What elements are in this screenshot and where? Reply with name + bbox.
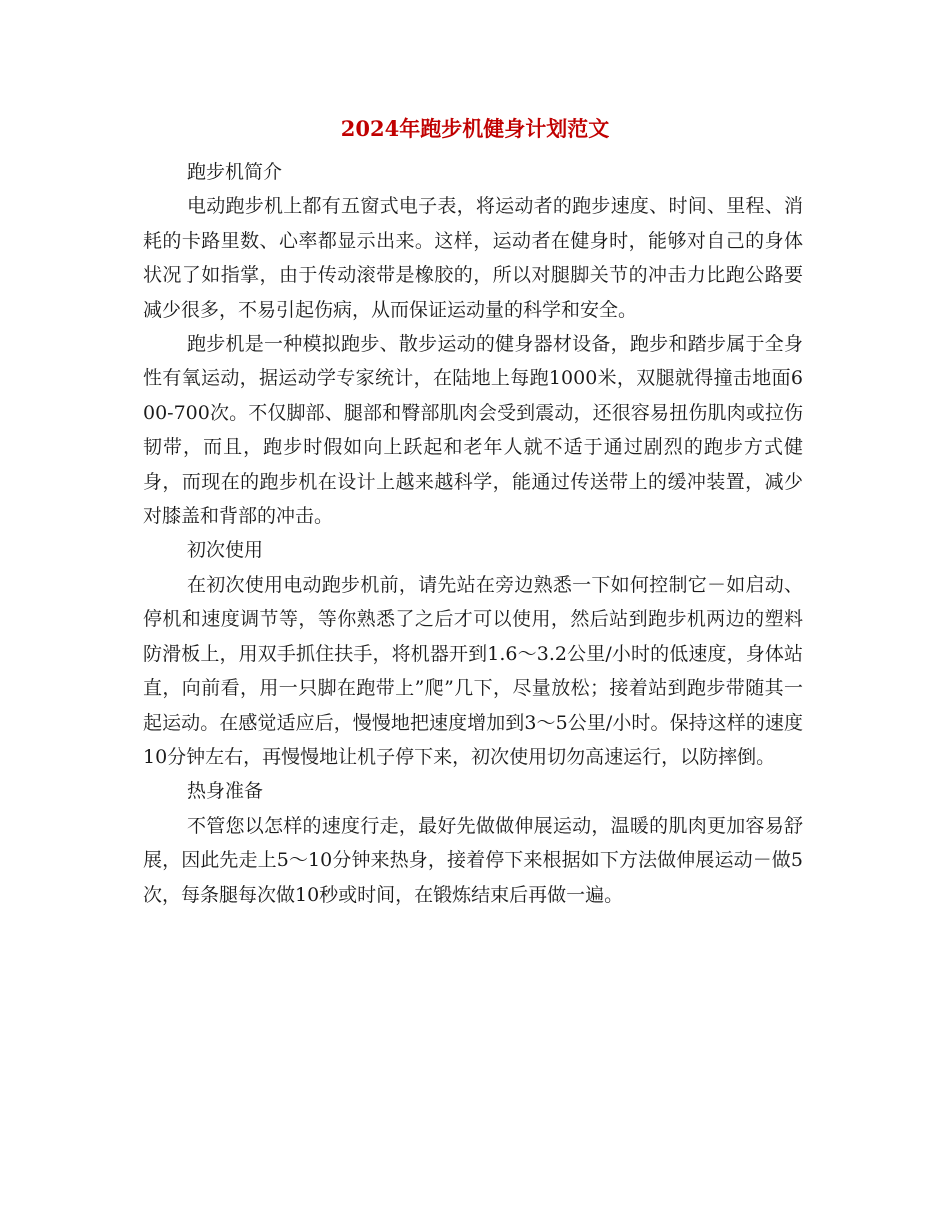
paragraph-intro-display: 电动跑步机上都有五窗式电子表，将运动者的跑步速度、时间、里程、消耗的卡路里数、心率都显示出来。这样，运动者在健身时，能够对自己的身体状况了如指掌，由于传动滚带是橡胶的，所以对腿脚关节的冲击力比跑公路要减少很多，不易引起伤病，从而保证运动量的科学和安全。 (143, 195, 803, 321)
document-title: 2024年跑步机健身计划范文 (340, 116, 610, 141)
paragraph-intro-benefits: 跑步机是一种模拟跑步、散步运动的健身器材设备，跑步和踏步属于全身性有氧运动，据运动学专家统计，在陆地上每跑1000米，双腿就得撞击地面600-700次。不仅脚部、腿部和臀部肌肉会受到震动，还很容易扭伤肌肉或拉伤韧带，而且，跑步时假如向上跃起和老年人就不适于通过剧烈的跑步方式健身，而现在的跑步机在设计上越来越科学，能通过传送带上的缓冲装置，减少对膝盖和背部的冲击。 (143, 333, 803, 528)
document-body (143, 155, 803, 912)
paragraph-warm-up: 不管您以怎样的速度行走，最好先做做伸展运动，温暖的肌肉更加容易舒展，因此先走上5～10分钟来热身，接着停下来根据如下方法做伸展运动－做5次，每条腿每次做10秒或时间，在锻炼结束后再做一遍。 (143, 814, 803, 906)
section-heading-warm-up: 热身准备 (187, 780, 264, 803)
section-heading-intro: 跑步机简介 (187, 161, 283, 183)
section-heading-first-use: 初次使用 (187, 539, 264, 562)
paragraph-first-use: 在初次使用电动跑步机前，请先站在旁边熟悉一下如何控制它－如启动、停机和速度调节等，等你熟悉了之后才可以使用，然后站到跑步机两边的塑料防滑板上，用双手抓住扶手，将机器开到1.6～3.2公里/小时的低速度，身体站直，向前看，用一只脚在跑带上”爬”几下，尽量放松；接着站到跑步带随其一起运动。在感觉适应后，慢慢地把速度增加到3～5公里/小时。保持这样的速度10分钟左右，再慢慢地让机子停下来，初次使用切勿高速运行，以防摔倒。 (143, 573, 803, 768)
